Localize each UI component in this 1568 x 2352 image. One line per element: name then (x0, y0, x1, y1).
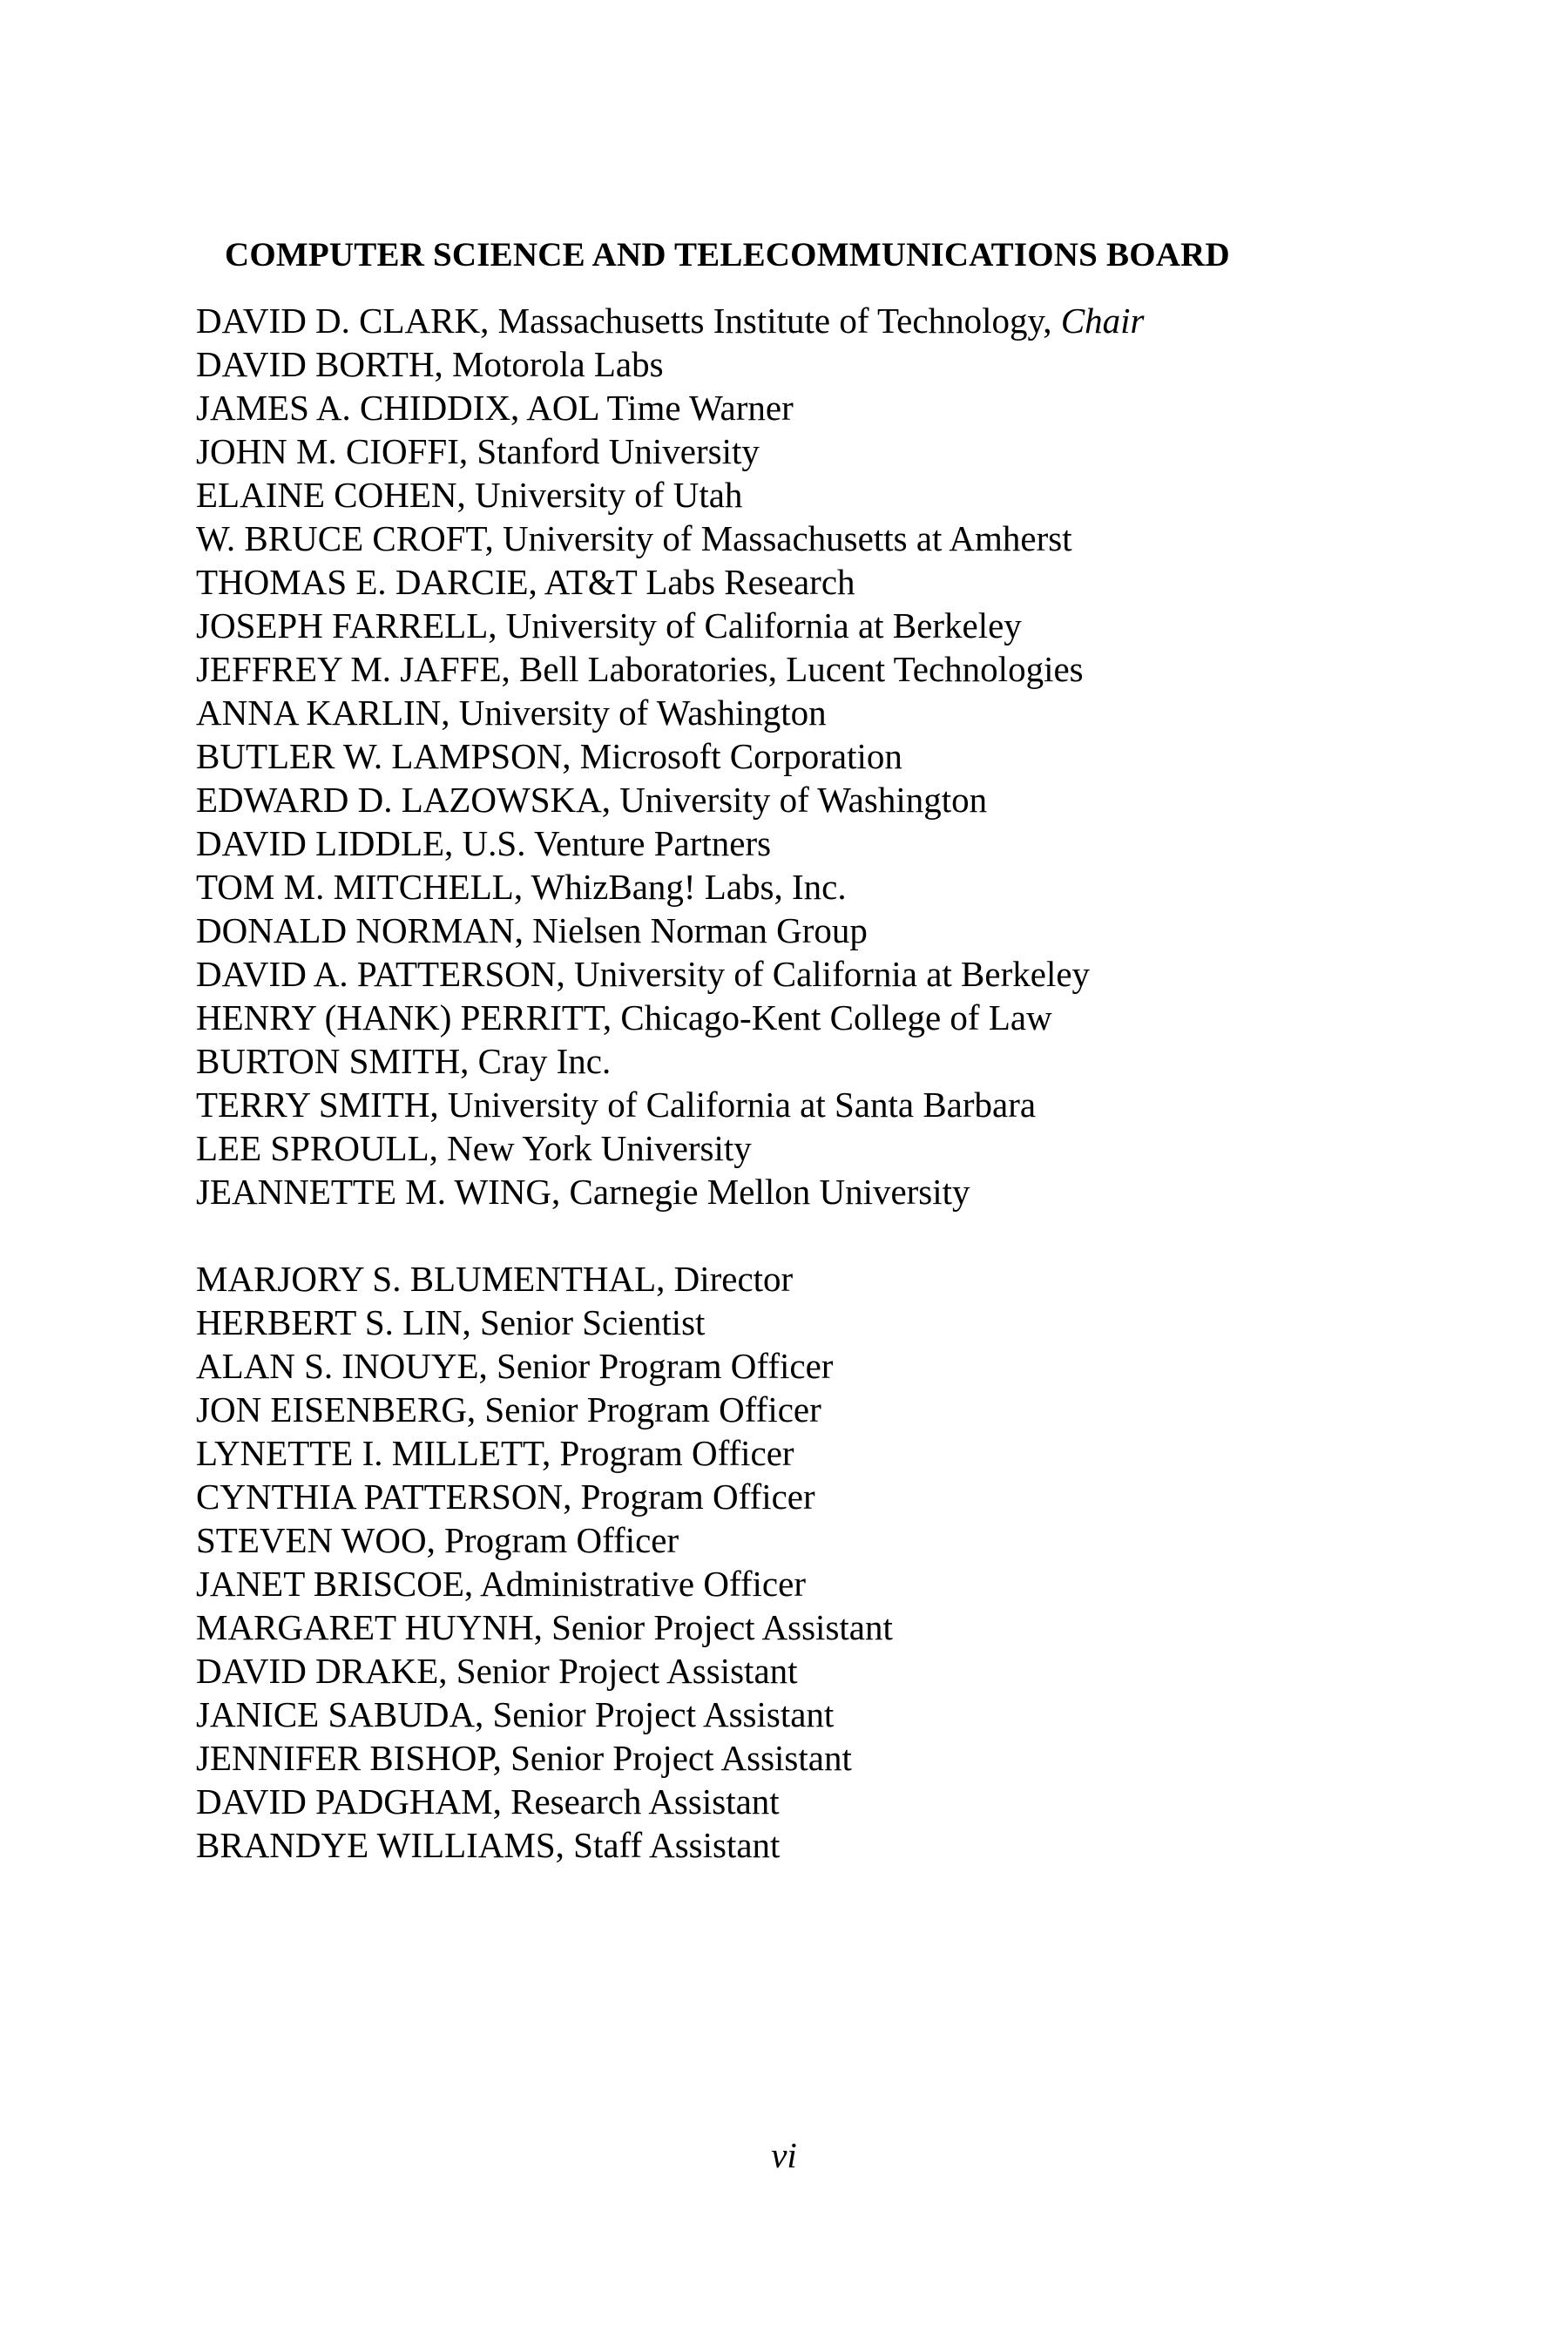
staff-entry: DAVID DRAKE, Senior Project Assistant (196, 1651, 798, 1691)
board-member-entry: HENRY (HANK) PERRITT, Chicago-Kent College of Law (196, 997, 1052, 1037)
staff-entry: ALAN S. INOUYE, Senior Program Officer (196, 1346, 834, 1386)
staff-entry: MARGARET HUYNH, Senior Project Assistant (196, 1607, 893, 1647)
staff-entry: JENNIFER BISHOP, Senior Project Assistant (196, 1738, 852, 1778)
board-member-entry: DONALD NORMAN, Nielsen Norman Group (196, 910, 868, 950)
board-member-entry: EDWARD D. LAZOWSKA, University of Washington (196, 780, 988, 820)
staff-entry: HERBERT S. LIN, Senior Scientist (196, 1302, 706, 1342)
board-member-list (196, 299, 1145, 1213)
board-member-entry: ELAINE COHEN, University of Utah (196, 475, 743, 515)
staff-list (196, 1257, 893, 1867)
board-member-entry: BUTLER W. LAMPSON, Microsoft Corporation (196, 736, 902, 776)
board-member-entry: JAMES A. CHIDDIX, AOL Time Warner (196, 388, 794, 428)
staff-entry: BRANDYE WILLIAMS, Staff Assistant (196, 1825, 781, 1865)
board-chair-entry (196, 299, 1145, 342)
board-member-entry: JOHN M. CIOFFI, Stanford University (196, 431, 760, 471)
staff-entry: JON EISENBERG, Senior Program Officer (196, 1389, 821, 1429)
board-member-entry: TOM M. MITCHELL, WhizBang! Labs, Inc. (196, 867, 847, 907)
staff-entry: STEVEN WOO, Program Officer (196, 1520, 679, 1560)
board-member-entry: JEFFREY M. JAFFE, Bell Laboratories, Lucent Technologies (196, 649, 1084, 689)
board-member-entry: DAVID LIDDLE, U.S. Venture Partners (196, 823, 772, 863)
page-number: vi (771, 2135, 797, 2175)
board-member-entry: LEE SPROULL, New York University (196, 1128, 752, 1168)
staff-entry: JANICE SABUDA, Senior Project Assistant (196, 1694, 835, 1734)
chair-name-affiliation: DAVID D. CLARK, Massachusetts Institute of Technology, (196, 301, 1061, 341)
board-member-entry: DAVID A. PATTERSON, University of California at Berkeley (196, 954, 1091, 994)
board-member-entry: JOSEPH FARRELL, University of California at Berkeley (196, 605, 1022, 645)
board-member-entry: TERRY SMITH, University of California at Santa Barbara (196, 1085, 1037, 1125)
staff-entry: LYNETTE I. MILLETT, Program Officer (196, 1433, 794, 1473)
board-member-entry: JEANNETTE M. WING, Carnegie Mellon University (196, 1172, 970, 1212)
chair-role: Chair (1060, 301, 1145, 341)
page-title: COMPUTER SCIENCE AND TELECOMMUNICATIONS BOARD (225, 236, 1230, 274)
board-member-entry: BURTON SMITH, Cray Inc. (196, 1041, 612, 1081)
staff-entry: MARJORY S. BLUMENTHAL, Director (196, 1259, 794, 1299)
board-member-entry: DAVID BORTH, Motorola Labs (196, 344, 664, 384)
staff-entry: CYNTHIA PATTERSON, Program Officer (196, 1477, 815, 1517)
board-member-entry: THOMAS E. DARCIE, AT&T Labs Research (196, 562, 855, 602)
board-member-entry: ANNA KARLIN, University of Washington (196, 693, 827, 733)
staff-entry: JANET BRISCOE, Administrative Officer (196, 1564, 806, 1604)
staff-entry: DAVID PADGHAM, Research Assistant (196, 1781, 780, 1821)
board-member-entry: W. BRUCE CROFT, University of Massachusetts at Amherst (196, 518, 1072, 558)
